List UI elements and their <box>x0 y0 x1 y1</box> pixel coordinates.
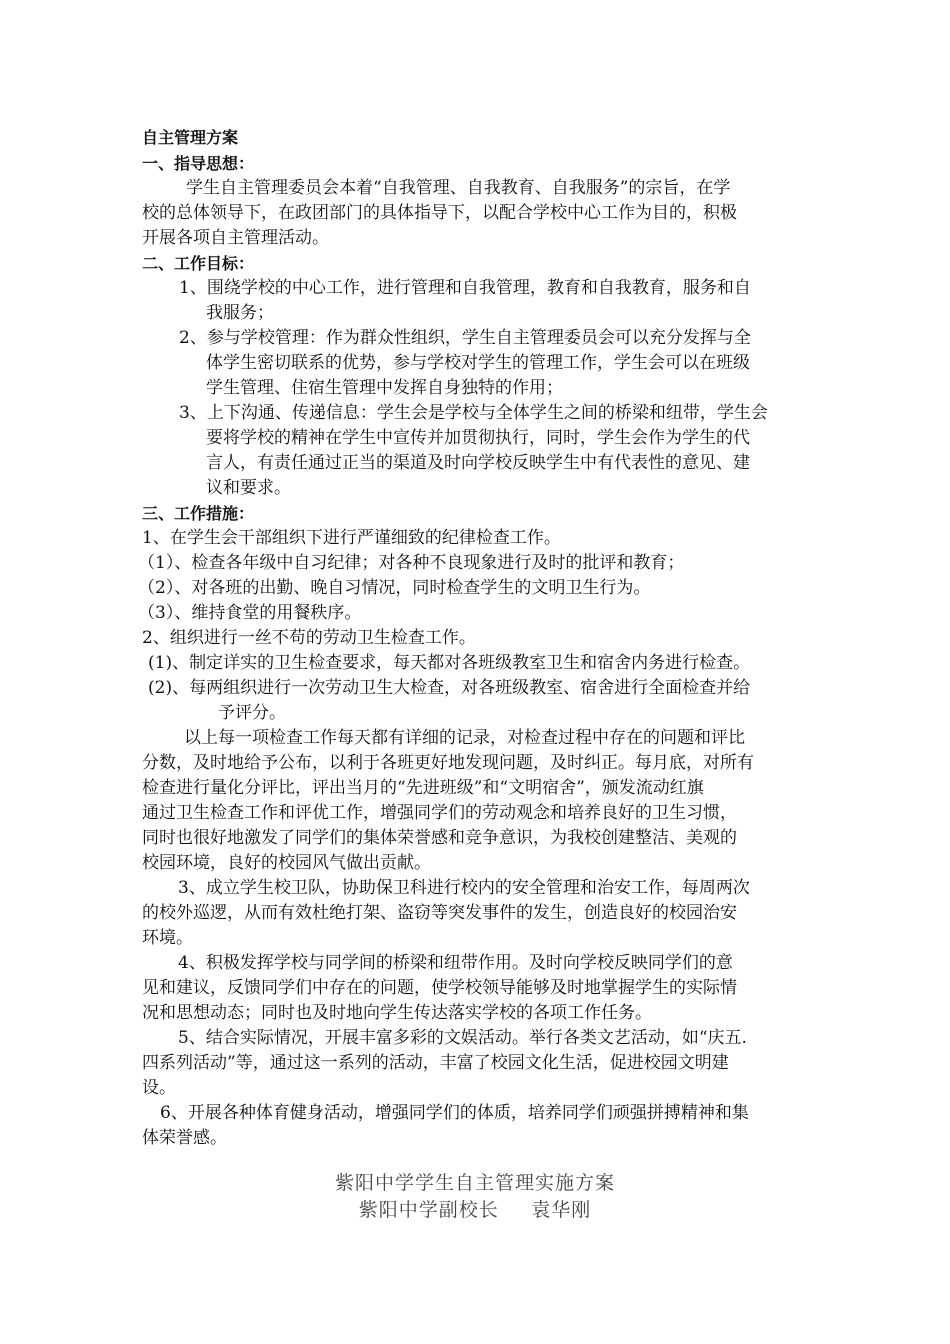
section-heading-goals: 二、工作目标： <box>142 254 255 273</box>
paragraph-line: 分数，及时地给予公布，以利于各班更好地发现问题，及时纠正。每月底，对所有 <box>142 753 754 773</box>
goal-item-continued: 言人，有责任通过正当的渠道及时向学校反映学生中有代表性的意见、建 <box>206 453 750 473</box>
goal-item: 3、上下沟通、传递信息：学生会是学校与全体学生之间的桥梁和纽带，学生会 <box>179 403 768 423</box>
footer-title: 紫阳中学学生自主管理实施方案 <box>334 1172 615 1194</box>
measure-subitem: （1）、检查各年级中自习纪律；对各种不良现象进行及时的批评和教育； <box>138 553 685 573</box>
paragraph-line: 检查进行量化分评比，评出当月的“先进班级”和“文明宿舍”，颁发流动红旗 <box>142 778 704 798</box>
paragraph-line: 通过卫生检查工作和评优工作，增强同学们的劳动观念和培养良好的卫生习惯， <box>142 803 737 823</box>
measure-subitem: (2)、每两组织进行一次劳动卫生大检查，对各班级教室、宿舍进行全面检查并给 <box>148 678 751 698</box>
section-heading-guiding: 一、指导思想： <box>142 154 255 173</box>
measure-item: 4、积极发挥学校与同学间的桥梁和纽带作用。及时向学校反映同学们的意 <box>178 953 733 973</box>
paragraph-line: 学生自主管理委员会本着“自我管理、自我教育、自我服务”的宗旨，在学 <box>186 178 731 198</box>
goal-item-continued: 学生管理、住宿生管理中发挥自身独特的作用； <box>206 378 563 398</box>
goal-item-continued: 体学生密切联系的优势，参与学校对学生的管理工作，学生会可以在班级 <box>206 353 750 373</box>
goal-item: 2、参与学校管理：作为群众性组织，学生自主管理委员会可以充分发挥与全 <box>179 328 751 348</box>
measure-subitem-continued: 予评分。 <box>218 703 286 723</box>
paragraph-line: 开展各项自主管理活动。 <box>142 228 329 248</box>
paragraph-line: 以上每一项检查工作每天都有详细的记录，对检查过程中存在的问题和评比 <box>184 728 745 748</box>
footer-author: 紫阳中学副校长 袁华刚 <box>358 1199 592 1221</box>
paragraph-line: 四系列活动”等，通过这一系列的活动，丰富了校园文化生活，促进校园文明建 <box>142 1053 729 1073</box>
document-title: 自主管理方案 <box>142 128 239 147</box>
paragraph-line: 况和思想动态；同时也及时地向学生传达落实学校的各项工作任务。 <box>142 1003 652 1023</box>
paragraph-line: 校园环境，良好的校园风气做出贡献。 <box>142 853 431 873</box>
measure-subitem: （3）、维持食堂的用餐秩序。 <box>138 603 362 623</box>
goal-item: 1、围绕学校的中心工作，进行管理和自我管理，教育和自我教育，服务和自 <box>179 278 751 298</box>
measure-item: 2、组织进行一丝不苟的劳动卫生检查工作。 <box>142 628 476 648</box>
measure-subitem: (1)、制定详实的卫生检查要求，每天都对各班级教室卫生和宿舍内务进行检查。 <box>148 653 751 673</box>
paragraph-line: 校的总体领导下，在政团部门的具体指导下，以配合学校中心工作为目的，积极 <box>142 203 737 223</box>
goal-item-continued: 我服务； <box>206 303 274 323</box>
paragraph-line: 见和建议，反馈同学们中存在的问题，使学校领导能够及时地掌握学生的实际情 <box>142 978 737 998</box>
paragraph-line: 设。 <box>142 1078 176 1098</box>
measure-item: 3、成立学生校卫队，协助保卫科进行校内的安全管理和治安工作，每周两次 <box>178 878 750 898</box>
paragraph-line: 环境。 <box>142 928 193 948</box>
measure-subitem: （2）、对各班的出勤、晚自习情况，同时检查学生的文明卫生行为。 <box>138 578 651 598</box>
goal-item-continued: 要将学校的精神在学生中宣传并加贯彻执行，同时，学生会作为学生的代 <box>206 428 750 448</box>
paragraph-line: 的校外巡逻，从而有效杜绝打架、盗窃等突发事件的发生，创造良好的校园治安 <box>142 903 737 923</box>
section-heading-measures: 三、工作措施： <box>142 504 255 523</box>
goal-item-continued: 议和要求。 <box>206 478 291 498</box>
paragraph-line: 体荣誉感。 <box>142 1128 227 1148</box>
measure-item: 6、开展各种体育健身活动，增强同学们的体质，培养同学们顽强拼搏精神和集 <box>160 1103 749 1123</box>
paragraph-line: 同时也很好地激发了同学们的集体荣誉感和竞争意识，为我校创建整洁、美观的 <box>142 828 737 848</box>
measure-item: 1、在学生会干部组织下进行严谨细致的纪律检查工作。 <box>142 528 561 548</box>
measure-item: 5、结合实际情况，开展丰富多彩的文娱活动。举行各类文艺活动，如“庆五. <box>178 1028 747 1048</box>
